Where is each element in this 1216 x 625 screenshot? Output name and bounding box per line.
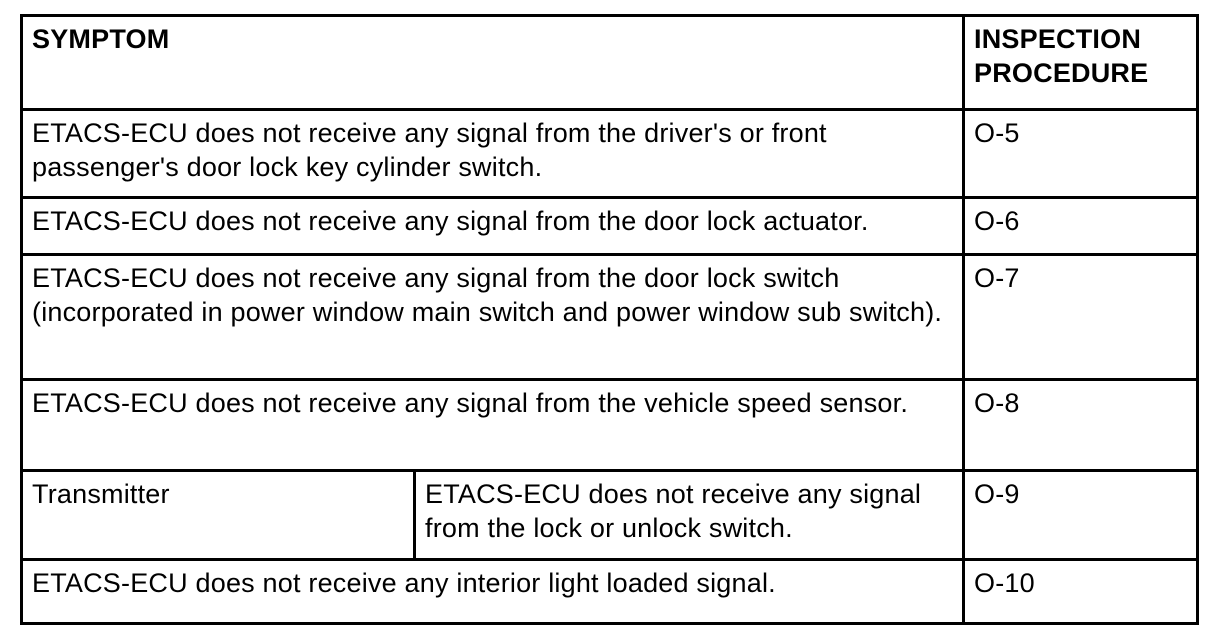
procedure-cell-o9: O-9 bbox=[964, 471, 1198, 560]
table-row bbox=[22, 198, 1198, 255]
symptom-cell-o6: ETACS-ECU does not receive any signal from the door lock actuator. bbox=[22, 198, 964, 255]
procedure-cell-o6: O-6 bbox=[964, 198, 1198, 255]
table-row bbox=[22, 110, 1198, 198]
symptom-category-cell-o9: Transmitter bbox=[22, 471, 415, 560]
table-header-row bbox=[22, 16, 1198, 110]
table-row bbox=[22, 471, 1198, 560]
table-row bbox=[22, 560, 1198, 624]
column-header-inspection-procedure: INSPECTION PROCEDURE bbox=[964, 16, 1198, 110]
symptom-cell-o7: ETACS-ECU does not receive any signal from the door lock switch (incorporated in power window main switch and power window sub switch). bbox=[22, 255, 964, 380]
procedure-cell-o7: O-7 bbox=[964, 255, 1198, 380]
symptom-detail-cell-o9: ETACS-ECU does not receive any signal from the lock or unlock switch. bbox=[415, 471, 964, 560]
column-header-symptom: SYMPTOM bbox=[22, 16, 964, 110]
table-row bbox=[22, 255, 1198, 380]
procedure-cell-o5: O-5 bbox=[964, 110, 1198, 198]
symptom-cell-o10: ETACS-ECU does not receive any interior light loaded signal. bbox=[22, 560, 964, 624]
procedure-cell-o8: O-8 bbox=[964, 380, 1198, 471]
symptom-cell-o8: ETACS-ECU does not receive any signal from the vehicle speed sensor. bbox=[22, 380, 964, 471]
procedure-cell-o10: O-10 bbox=[964, 560, 1198, 624]
table-row bbox=[22, 380, 1198, 471]
symptom-inspection-table bbox=[20, 14, 1199, 625]
symptom-cell-o5: ETACS-ECU does not receive any signal from the driver's or front passenger's door lock key cylinder switch. bbox=[22, 110, 964, 198]
